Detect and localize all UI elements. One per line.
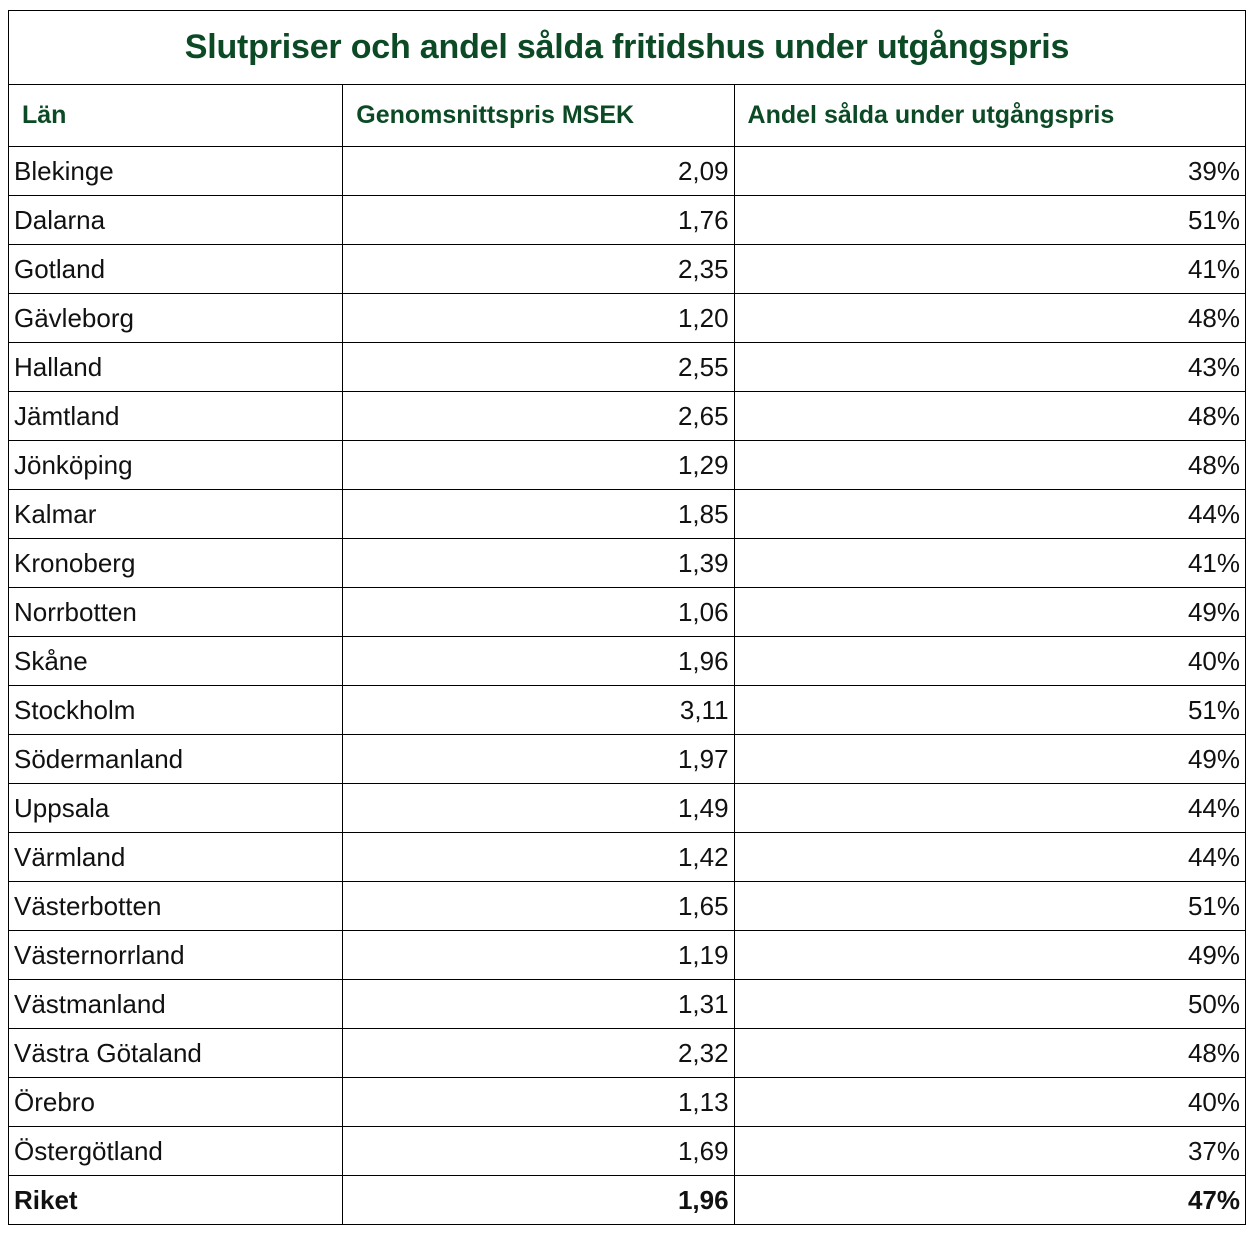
lan-cell: Örebro bbox=[9, 1078, 343, 1127]
price-cell: 3,11 bbox=[343, 686, 734, 735]
share-cell: 51% bbox=[734, 196, 1245, 245]
price-cell: 1,42 bbox=[343, 833, 734, 882]
price-cell: 1,96 bbox=[343, 637, 734, 686]
share-cell: 40% bbox=[734, 637, 1245, 686]
price-cell: 1,69 bbox=[343, 1127, 734, 1176]
price-cell: 1,13 bbox=[343, 1078, 734, 1127]
price-cell: 1,20 bbox=[343, 294, 734, 343]
price-cell: 2,09 bbox=[343, 147, 734, 196]
table-row bbox=[9, 931, 1246, 980]
table-row bbox=[9, 392, 1246, 441]
share-cell: 40% bbox=[734, 1078, 1245, 1127]
share-cell: 41% bbox=[734, 245, 1245, 294]
lan-cell: Riket bbox=[9, 1176, 343, 1225]
share-cell: 43% bbox=[734, 343, 1245, 392]
table-row bbox=[9, 637, 1246, 686]
share-cell: 44% bbox=[734, 833, 1245, 882]
table-row bbox=[9, 686, 1246, 735]
table-row bbox=[9, 784, 1246, 833]
table-row bbox=[9, 294, 1246, 343]
share-cell: 48% bbox=[734, 441, 1245, 490]
price-cell: 1,31 bbox=[343, 980, 734, 1029]
header-row bbox=[9, 85, 1246, 147]
share-cell: 51% bbox=[734, 686, 1245, 735]
lan-cell: Kalmar bbox=[9, 490, 343, 539]
table-row bbox=[9, 833, 1246, 882]
table-row bbox=[9, 1029, 1246, 1078]
lan-cell: Skåne bbox=[9, 637, 343, 686]
share-cell: 48% bbox=[734, 1029, 1245, 1078]
price-cell: 1,39 bbox=[343, 539, 734, 588]
title-row bbox=[9, 11, 1246, 85]
column-header-share: Andel sålda under utgångspris bbox=[734, 85, 1245, 147]
price-cell: 1,96 bbox=[343, 1176, 734, 1225]
price-cell: 2,35 bbox=[343, 245, 734, 294]
lan-cell: Jönköping bbox=[9, 441, 343, 490]
table-body bbox=[9, 147, 1246, 1225]
share-cell: 39% bbox=[734, 147, 1245, 196]
lan-cell: Jämtland bbox=[9, 392, 343, 441]
lan-cell: Stockholm bbox=[9, 686, 343, 735]
lan-cell: Norrbotten bbox=[9, 588, 343, 637]
share-cell: 44% bbox=[734, 490, 1245, 539]
table-row bbox=[9, 588, 1246, 637]
table-row bbox=[9, 343, 1246, 392]
price-cell: 1,76 bbox=[343, 196, 734, 245]
share-cell: 37% bbox=[734, 1127, 1245, 1176]
price-cell: 1,49 bbox=[343, 784, 734, 833]
price-cell: 1,29 bbox=[343, 441, 734, 490]
table-row bbox=[9, 980, 1246, 1029]
lan-cell: Halland bbox=[9, 343, 343, 392]
lan-cell: Värmland bbox=[9, 833, 343, 882]
share-cell: 41% bbox=[734, 539, 1245, 588]
data-table bbox=[8, 10, 1246, 1225]
lan-cell: Uppsala bbox=[9, 784, 343, 833]
lan-cell: Västerbotten bbox=[9, 882, 343, 931]
lan-cell: Västmanland bbox=[9, 980, 343, 1029]
price-cell: 1,19 bbox=[343, 931, 734, 980]
price-cell: 2,32 bbox=[343, 1029, 734, 1078]
column-header-lan: Län bbox=[9, 85, 343, 147]
lan-cell: Gävleborg bbox=[9, 294, 343, 343]
table-row bbox=[9, 1127, 1246, 1176]
table-row bbox=[9, 539, 1246, 588]
table-row bbox=[9, 441, 1246, 490]
table-row bbox=[9, 245, 1246, 294]
lan-cell: Västernorrland bbox=[9, 931, 343, 980]
price-cell: 2,55 bbox=[343, 343, 734, 392]
share-cell: 49% bbox=[734, 735, 1245, 784]
share-cell: 51% bbox=[734, 882, 1245, 931]
share-cell: 48% bbox=[734, 392, 1245, 441]
share-cell: 49% bbox=[734, 588, 1245, 637]
lan-cell: Dalarna bbox=[9, 196, 343, 245]
price-cell: 1,06 bbox=[343, 588, 734, 637]
price-cell: 2,65 bbox=[343, 392, 734, 441]
data-table-container bbox=[8, 10, 1246, 1225]
share-cell: 44% bbox=[734, 784, 1245, 833]
table-row bbox=[9, 1078, 1246, 1127]
lan-cell: Västra Götaland bbox=[9, 1029, 343, 1078]
share-cell: 49% bbox=[734, 931, 1245, 980]
price-cell: 1,85 bbox=[343, 490, 734, 539]
table-row bbox=[9, 882, 1246, 931]
share-cell: 50% bbox=[734, 980, 1245, 1029]
lan-cell: Blekinge bbox=[9, 147, 343, 196]
share-cell: 48% bbox=[734, 294, 1245, 343]
price-cell: 1,65 bbox=[343, 882, 734, 931]
table-title: Slutpriser och andel sålda fritidshus under utgångspris bbox=[9, 11, 1246, 85]
lan-cell: Södermanland bbox=[9, 735, 343, 784]
lan-cell: Kronoberg bbox=[9, 539, 343, 588]
table-row bbox=[9, 196, 1246, 245]
lan-cell: Gotland bbox=[9, 245, 343, 294]
table-row bbox=[9, 147, 1246, 196]
table-row bbox=[9, 735, 1246, 784]
price-cell: 1,97 bbox=[343, 735, 734, 784]
lan-cell: Östergötland bbox=[9, 1127, 343, 1176]
total-row bbox=[9, 1176, 1246, 1225]
table-row bbox=[9, 490, 1246, 539]
column-header-price: Genomsnittspris MSEK bbox=[343, 85, 734, 147]
share-cell: 47% bbox=[734, 1176, 1245, 1225]
